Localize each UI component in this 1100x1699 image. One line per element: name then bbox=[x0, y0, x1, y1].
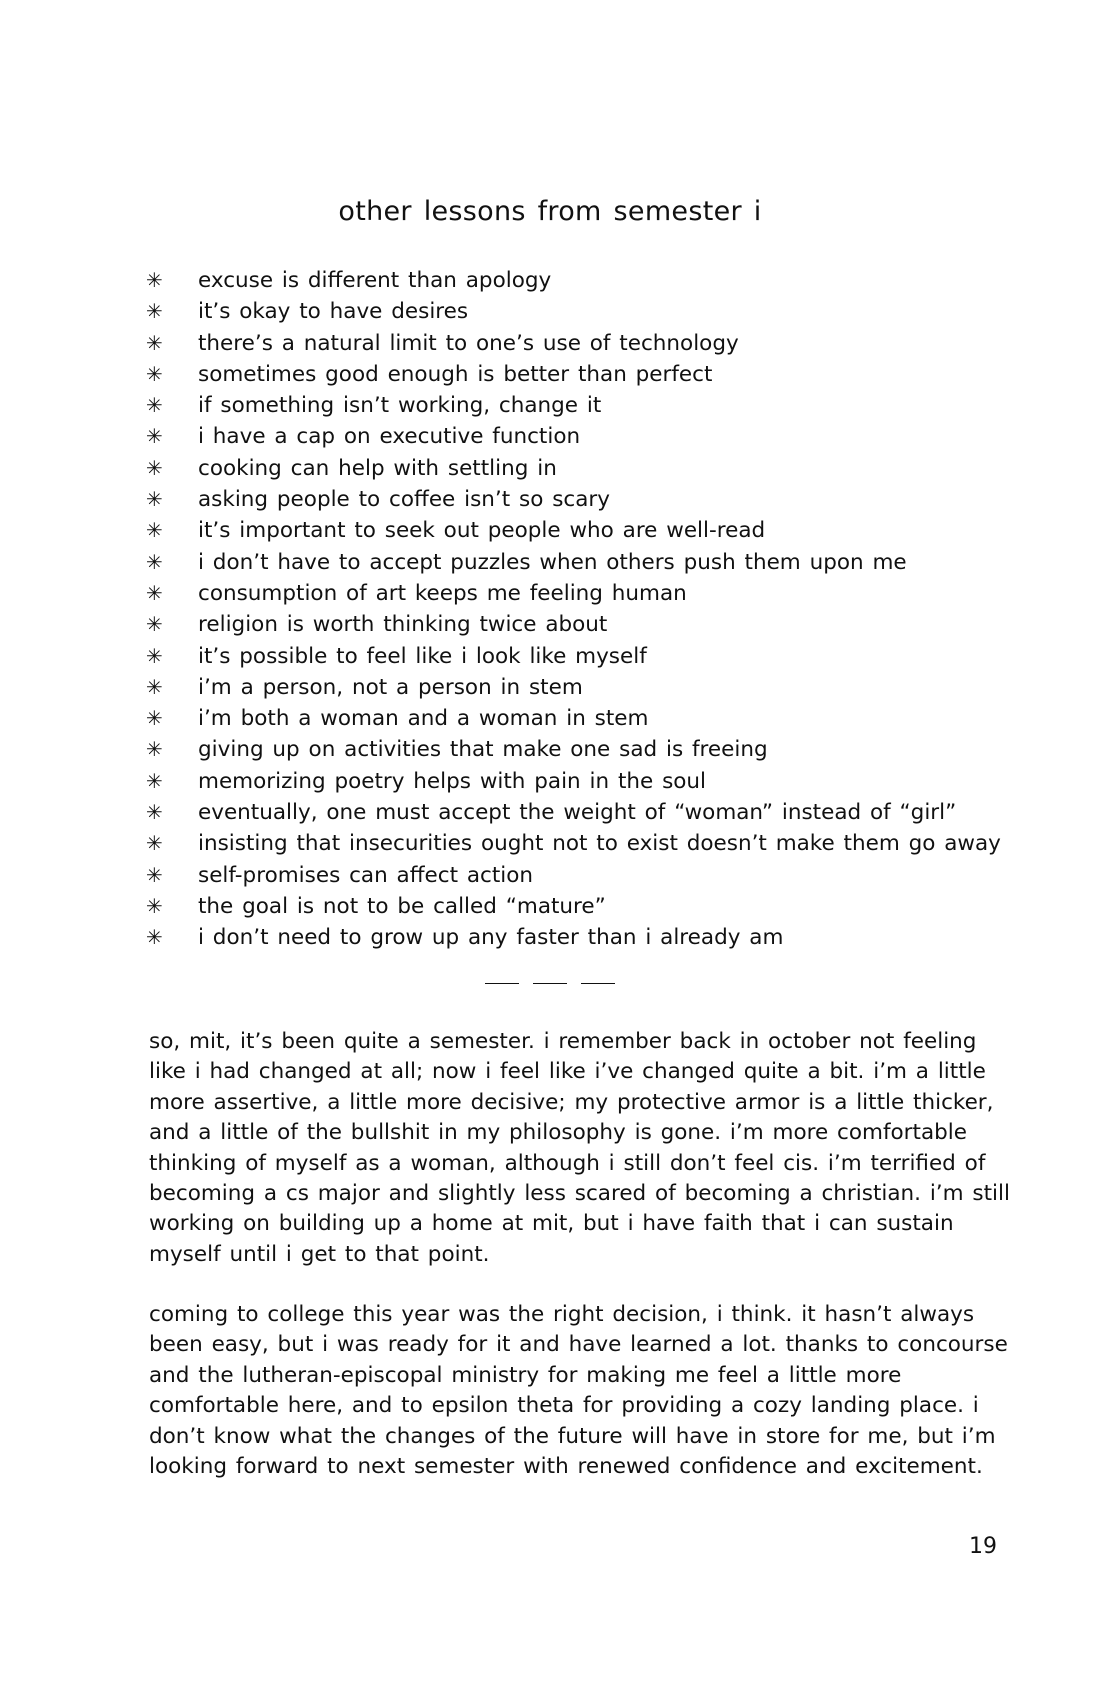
asterisk-bullet-icon: ✳ bbox=[146, 549, 163, 574]
asterisk-bullet-icon: ✳ bbox=[146, 612, 163, 637]
asterisk-bullet-icon: ✳ bbox=[146, 674, 163, 699]
asterisk-bullet-icon: ✳ bbox=[146, 768, 163, 793]
asterisk-bullet-icon: ✳ bbox=[146, 800, 163, 825]
lesson-item bbox=[146, 609, 1026, 640]
lesson-item bbox=[146, 484, 1026, 515]
asterisk-bullet-icon: ✳ bbox=[146, 706, 163, 731]
lesson-text: giving up on activities that make one sad is freeing bbox=[198, 737, 768, 763]
asterisk-bullet-icon: ✳ bbox=[146, 330, 163, 355]
lesson-item bbox=[146, 797, 1026, 828]
lesson-text: i don’t need to grow up any faster than i already am bbox=[198, 925, 784, 951]
lesson-item bbox=[146, 453, 1026, 484]
lesson-text: eventually, one must accept the weight of “woman” instead of “girl” bbox=[198, 800, 957, 826]
closing-paragraph-1: so, mit, it’s been quite a semester. i remember back in october not feeling like i had changed at all; now i feel like i’ve changed quite a bit. i’m a little more assertive, a little more decisive; my protective armor is a little thicker, and a little of the bullshit in my philosophy is gone. i’m more comfortable thinking of myself as a woman, although i still don’t feel cis. i’m terrified of becoming a cs major and slightly less scared of becoming a christian. i’m still working on building up a home at mit, but i have faith that i can sustain myself until i get to that point. bbox=[149, 1029, 1010, 1267]
lesson-text: the goal is not to be called “mature” bbox=[198, 893, 606, 919]
lesson-item bbox=[146, 641, 1026, 672]
lesson-text: i’m a person, not a person in stem bbox=[198, 674, 583, 700]
page-number: 19 bbox=[969, 1534, 997, 1559]
lesson-item bbox=[146, 390, 1026, 421]
lesson-item bbox=[146, 672, 1026, 703]
asterisk-bullet-icon: ✳ bbox=[146, 487, 163, 512]
lesson-item bbox=[146, 421, 1026, 452]
closing-paragraph-2: coming to college this year was the right decision, i think. it hasn’t always been easy, but i was ready for it and have learned a lot. thanks to concourse and the lutheran-episcopal ministry for making me feel a little more comfortable here, and to epsilon theta for providing a cozy landing place. i don’t know what the changes of the future will have in store for me, but i’m looking forward to next semester with renewed confidence and excitement. bbox=[149, 1302, 1008, 1480]
lesson-text: if something isn’t working, change it bbox=[198, 393, 602, 419]
lesson-text: self-promises can affect action bbox=[198, 862, 534, 888]
lesson-item bbox=[146, 359, 1026, 390]
lesson-item bbox=[146, 703, 1026, 734]
lesson-text: sometimes good enough is better than perfect bbox=[198, 361, 713, 387]
asterisk-bullet-icon: ✳ bbox=[146, 518, 163, 543]
lesson-item bbox=[146, 578, 1026, 609]
asterisk-bullet-icon: ✳ bbox=[146, 361, 163, 386]
asterisk-bullet-icon: ✳ bbox=[146, 580, 163, 605]
asterisk-bullet-icon: ✳ bbox=[146, 893, 163, 918]
lesson-item bbox=[146, 766, 1026, 797]
lesson-text: memorizing poetry helps with pain in the soul bbox=[198, 768, 707, 794]
page-title: other lessons from semester i bbox=[338, 196, 762, 227]
lesson-text: it’s possible to feel like i look like myself bbox=[198, 643, 647, 669]
lesson-text: insisting that insecurities ought not to exist doesn’t make them go away bbox=[198, 831, 1001, 857]
lesson-text: asking people to coffee isn’t so scary bbox=[198, 487, 610, 513]
lesson-text: i have a cap on executive function bbox=[198, 424, 581, 450]
asterisk-bullet-icon: ✳ bbox=[146, 737, 163, 762]
lesson-item bbox=[146, 547, 1026, 578]
lesson-text: excuse is different than apology bbox=[198, 268, 552, 293]
lesson-text: consumption of art keeps me feeling human bbox=[198, 580, 687, 606]
lesson-text: it’s okay to have desires bbox=[198, 299, 469, 325]
lesson-item bbox=[146, 265, 1026, 296]
lesson-text: i don’t have to accept puzzles when others push them upon me bbox=[198, 549, 907, 575]
lesson-item bbox=[146, 734, 1026, 765]
lessons-list bbox=[146, 265, 1026, 954]
asterisk-bullet-icon: ✳ bbox=[146, 862, 163, 887]
asterisk-bullet-icon: ✳ bbox=[146, 393, 163, 418]
lesson-item bbox=[146, 296, 1026, 327]
lesson-text: religion is worth thinking twice about bbox=[198, 612, 608, 638]
divider-dash bbox=[533, 983, 567, 984]
asterisk-bullet-icon: ✳ bbox=[146, 643, 163, 668]
asterisk-bullet-icon: ✳ bbox=[146, 424, 163, 449]
lesson-item bbox=[146, 891, 1026, 922]
lesson-item bbox=[146, 328, 1026, 359]
lesson-text: it’s important to seek out people who are well-read bbox=[198, 518, 766, 544]
lesson-text: cooking can help with settling in bbox=[198, 455, 557, 481]
asterisk-bullet-icon: ✳ bbox=[146, 455, 163, 480]
section-divider bbox=[0, 966, 1100, 990]
lesson-item bbox=[146, 515, 1026, 546]
asterisk-bullet-icon: ✳ bbox=[146, 299, 163, 324]
divider-dash bbox=[485, 983, 519, 984]
lesson-text: there’s a natural limit to one’s use of technology bbox=[198, 330, 739, 356]
divider-dash bbox=[581, 983, 615, 984]
lesson-item bbox=[146, 828, 1026, 859]
asterisk-bullet-icon: ✳ bbox=[146, 268, 163, 292]
lesson-text: i’m both a woman and a woman in stem bbox=[198, 706, 649, 732]
lesson-item bbox=[146, 860, 1026, 891]
asterisk-bullet-icon: ✳ bbox=[146, 925, 163, 950]
asterisk-bullet-icon: ✳ bbox=[146, 831, 163, 856]
lesson-item bbox=[146, 922, 1026, 953]
